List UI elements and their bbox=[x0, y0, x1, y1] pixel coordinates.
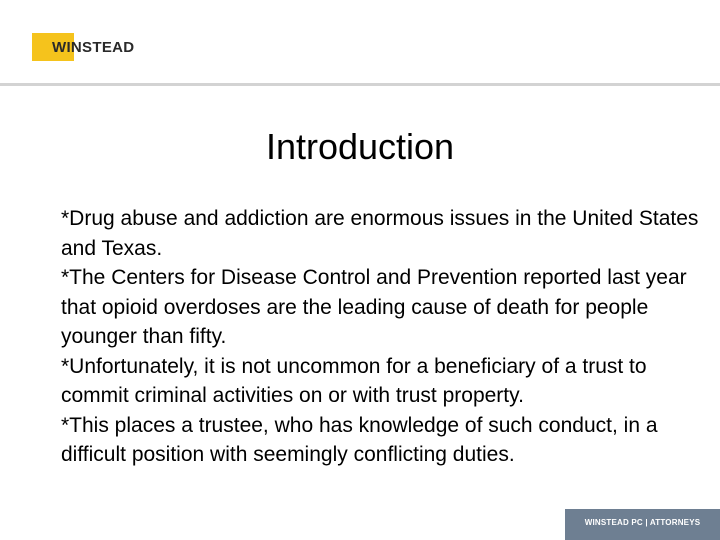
winstead-logo bbox=[32, 33, 142, 61]
bullet-2: *The Centers for Disease Control and Prevention reported last year that opioid overdoses are the leading cause of death for people younger than fifty. bbox=[61, 266, 687, 348]
slide-body bbox=[61, 204, 701, 470]
header-divider bbox=[0, 83, 720, 86]
bullet-4: *This places a trustee, who has knowledge of such conduct, in a difficult position with seemingly conflicting duties. bbox=[61, 413, 658, 466]
slide-title: Introduction bbox=[265, 126, 455, 167]
footer-text: WINSTEAD PC | ATTORNEYS bbox=[584, 518, 701, 527]
logo-text: WINSTEAD bbox=[52, 39, 135, 56]
bullet-3: *Unfortunately, it is not uncommon for a beneficiary of a trust to commit criminal activities on or with trust property. bbox=[61, 354, 647, 407]
footer-bar bbox=[565, 509, 720, 540]
bullet-1: *Drug abuse and addiction are enormous issues in the United States and Texas. bbox=[61, 207, 699, 260]
